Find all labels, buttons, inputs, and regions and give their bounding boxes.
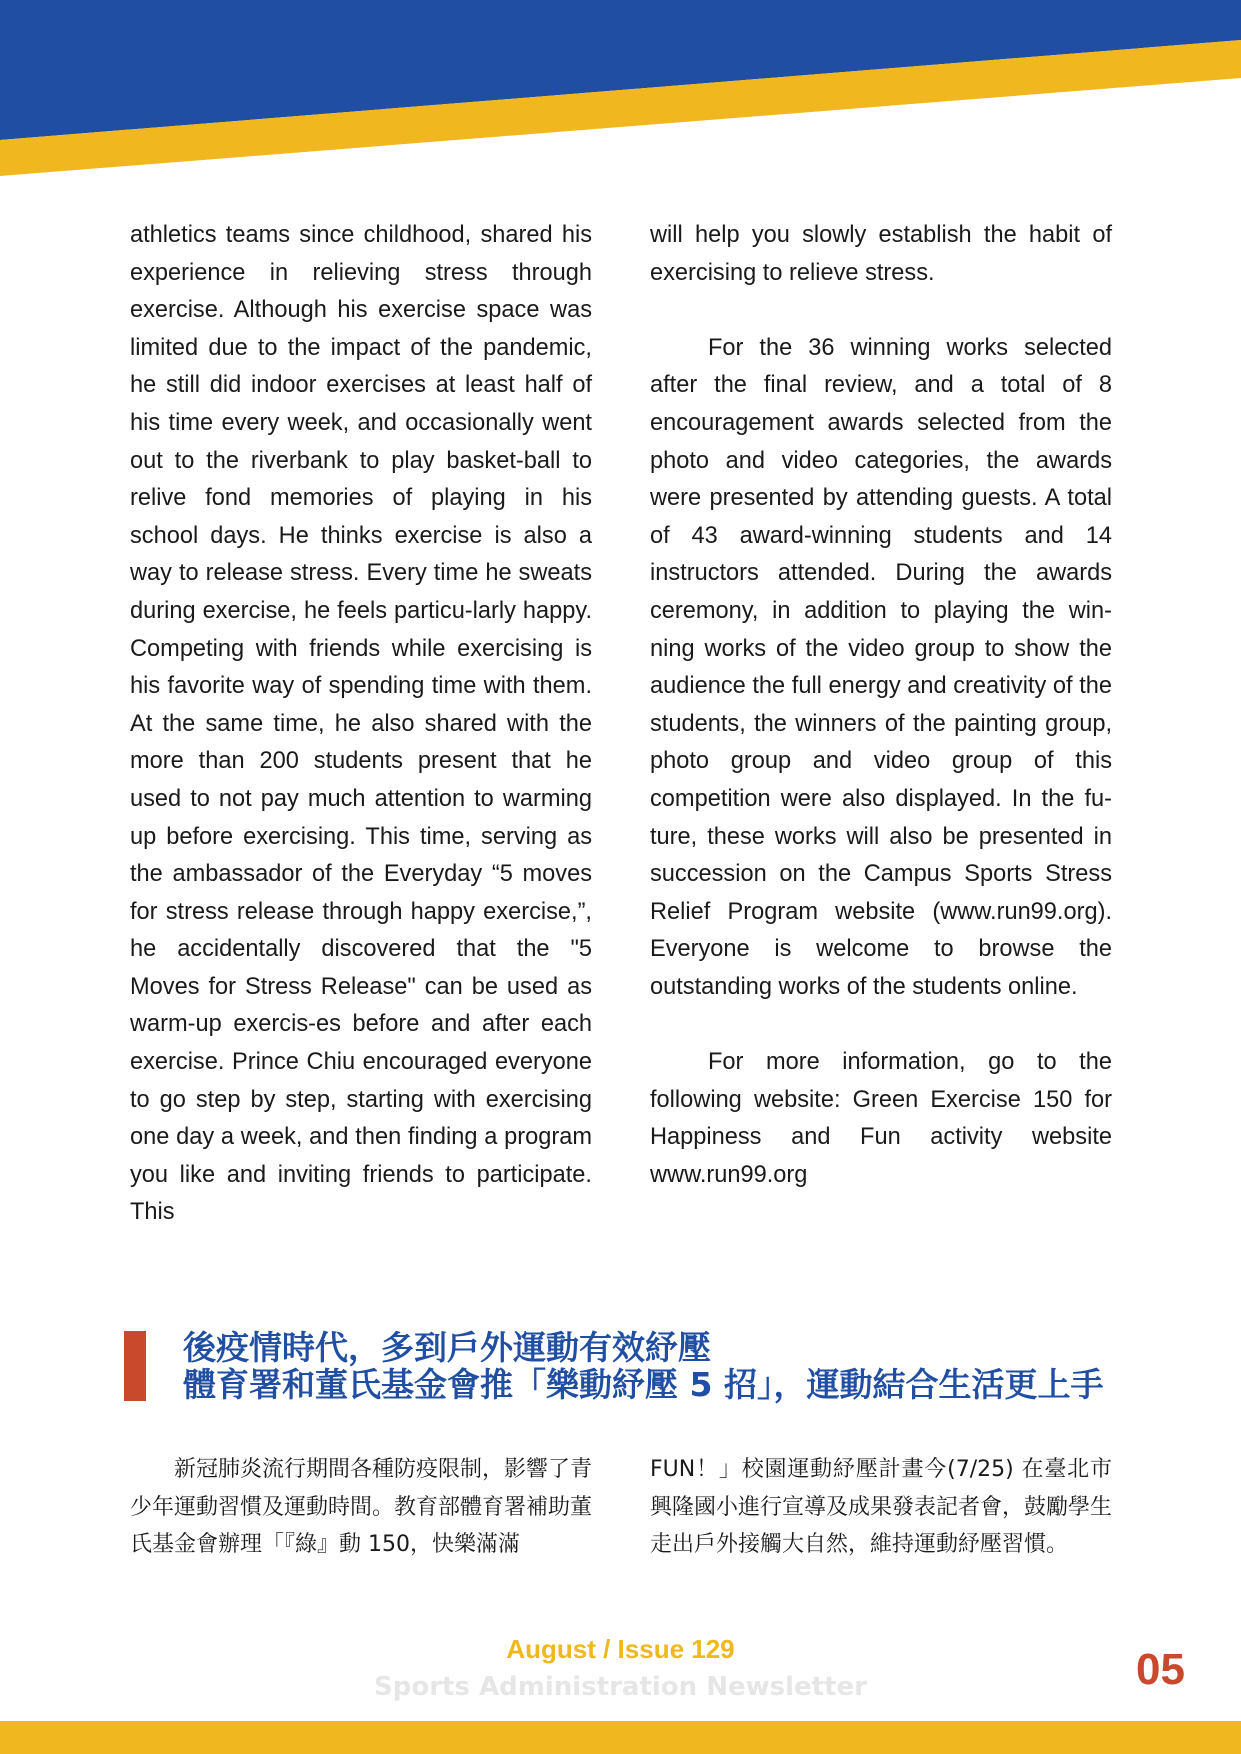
publication-name: Sports Administration Newsletter xyxy=(374,1672,867,1702)
chinese-paragraph: 新冠肺炎流行期間各種防疫限制，影響了青少年運動習慣及運動時間。教育部體育署補助董氏基金會辦理「『綠』動 150，快樂滿滿 xyxy=(130,1457,593,1558)
english-article-right-column xyxy=(650,217,1112,1194)
headline-line-1: 後疫情時代，多到戶外運動有效紓壓 xyxy=(183,1328,711,1367)
chinese-article-right-column xyxy=(650,1451,1112,1564)
english-paragraph: athletics teams since childhood, shared his experience in relieving stress through exercise. Although his exercise space was limited due to the impact of the pandemic, he still did indoor exercises at least half of his time every week, and occasionally went out to the riverbank to play basket-ball to relive fond memories of playing in his school days. He thinks exercise is also a way to release stress. Every time he sweats during exercise, he feels particu-larly happy. Competing with friends while exercising is his favorite way of spending time with them. At the same time, he also shared with the more than 200 students present that he used to not pay much attention to warming up before exercising. This time, serving as the ambassador of the Everyday “5 moves for stress release through happy exercise,”, he accidentally discovered that the "5 Moves for Stress Release" can be used as warm-up exercis-es before and after each exercise. Prince Chiu encouraged everyone to go step by step, starting with exercising one day a week, and then finding a program you like and inviting friends to participate. This xyxy=(130,222,592,1226)
english-paragraph: For the 36 winning works selected after the final review, and a total of 8 encouragement awards selected from the photo and video categories, the awards were presented by attending guests. A total of 43 award-winning students and 14 instructors attended. During the awards ceremony, in addition to playing the win-ning works of the video group to show the audience the full energy and creativity of the students, the winners of the painting group, photo group and video group of this competition were also displayed. In the fu-ture, these works will also be presented in succession on the Campus Sports Stress Relief Program website (www.run99.org). Everyone is welcome to browse the outstanding works of the students online. xyxy=(650,334,1112,1000)
footer-bar xyxy=(0,1721,1241,1754)
header-banner xyxy=(0,0,1241,180)
english-paragraph: will help you slowly establish the habit of exercising to relieve stress. xyxy=(650,222,1112,286)
english-paragraph: For more information, go to the following website: Green Exercise 150 for Happiness and Fun activity website www.run99.org xyxy=(650,1049,1112,1188)
chinese-article-left-column xyxy=(130,1451,592,1564)
headline-accent-bar xyxy=(124,1331,146,1401)
chinese-paragraph: FUN！」校園運動紓壓計畫今(7/25) 在臺北市興隆國小進行宣導及成果發表記者會，鼓勵學生走出戶外接觸大自然，維持運動紓壓習慣。 xyxy=(650,1457,1113,1558)
chinese-article-headline xyxy=(183,1329,1183,1403)
page-number: 05 xyxy=(1136,1645,1185,1694)
headline-line-2: 體育署和董氏基金會推「樂動紓壓 5 招」，運動結合生活更上手 xyxy=(183,1365,1104,1404)
issue-label: August / Issue 129 xyxy=(506,1634,735,1664)
english-article-left-column xyxy=(130,217,592,1232)
